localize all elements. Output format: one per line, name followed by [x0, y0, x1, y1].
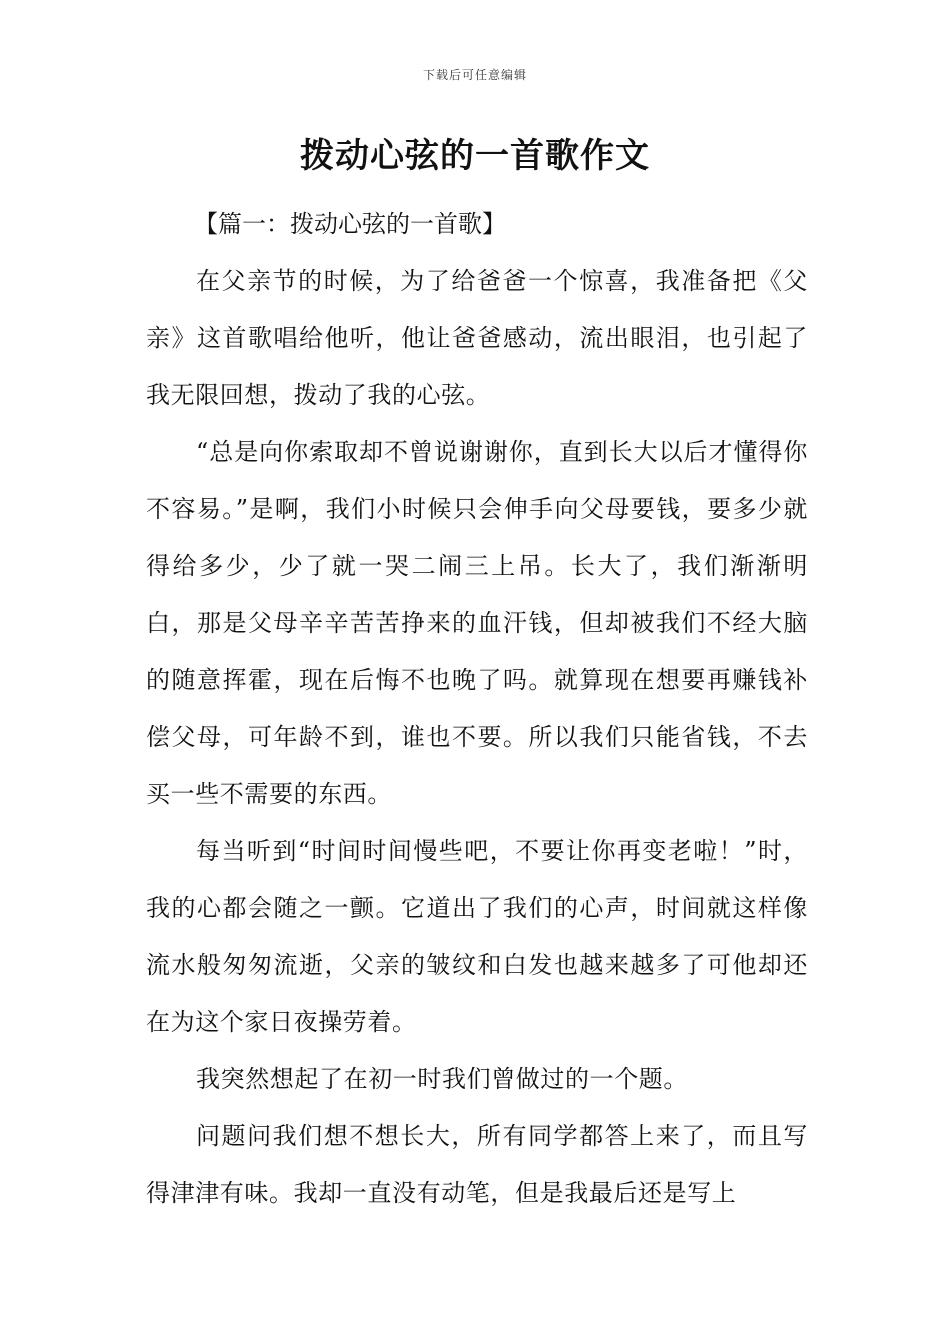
header-note: 下载后可任意编辑	[422, 68, 527, 82]
paragraph-1: 在父亲节的时候，为了给爸爸一个惊喜，我准备把《父亲》这首歌唱给他听，他让爸爸感动，流出眼泪，也引起了我无限回想，拨动了我的心弦。	[146, 267, 808, 409]
document-title: 拨动心弦的一首歌作文	[300, 136, 650, 176]
document-body	[146, 196, 808, 1222]
paragraph-4: 我突然想起了在初一时我们曾做过的一个题。	[196, 1065, 688, 1093]
section-heading: 【篇一：拨动心弦的一首歌】	[194, 210, 506, 238]
paragraph-3: 每当听到“时间时间慢些吧，不要让你再变老啦！”时，我的心都会随之一颤。它道出了我们的心声，时间就这样像流水般匆匆流逝，父亲的皱纹和白发也越来越多了可他却还在为这个家日夜操劳着。	[146, 837, 808, 1036]
paragraph-5: 问题问我们想不想长大，所有同学都答上来了，而且写得津津有味。我却一直没有动笔，但是我最后还是写上	[146, 1122, 808, 1207]
paragraph-2: “总是向你索取却不曾说谢谢你，直到长大以后才懂得你不容易。”是啊，我们小时候只会伸手向父母要钱，要多少就得给多少，少了就一哭二闹三上吊。长大了，我们渐渐明白，那是父母辛辛苦苦挣来的血汗钱，但却被我们不经大脑的随意挥霍，现在后悔不也晚了吗。就算现在想要再赚钱补偿父母，可年龄不到，谁也不要。所以我们只能省钱，不去买一些不需要的东西。	[146, 438, 808, 808]
